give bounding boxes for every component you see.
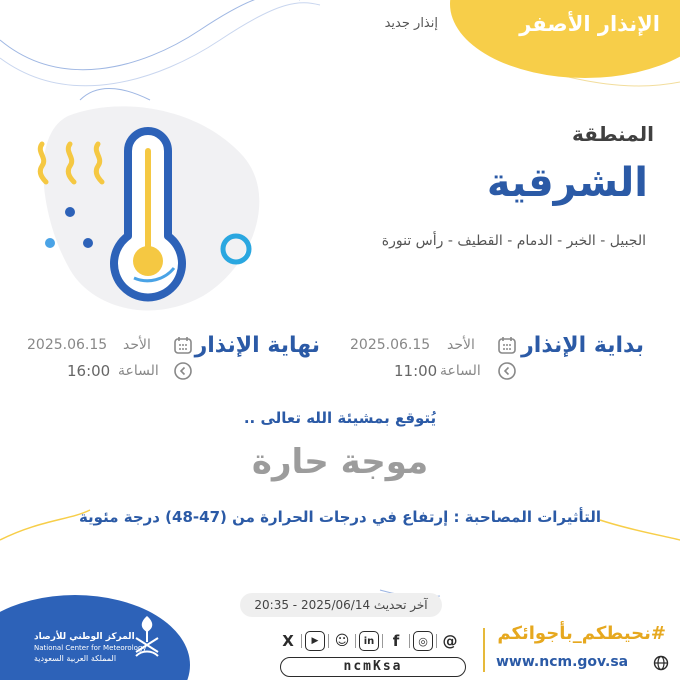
end-time: 16:00	[67, 362, 111, 380]
divider	[436, 634, 437, 648]
social-handle[interactable]: ncmKsa	[280, 657, 466, 677]
start-period-title: بداية الإنذار	[521, 333, 644, 358]
org-name-english: National Center for Meteorology	[34, 644, 147, 652]
facebook-icon[interactable]: f	[392, 632, 400, 650]
org-name-arabic: المركز الوطني للأرصاد	[34, 632, 135, 642]
dot-decoration	[83, 238, 93, 248]
campaign-hashtag: #نحيطكم_بأجوائكم	[497, 623, 666, 644]
start-time-label: الساعة	[440, 363, 481, 379]
start-time: 11:00	[394, 362, 438, 380]
thermometer-icon	[114, 131, 182, 297]
ncm-emblem-logo	[130, 612, 164, 660]
divider	[382, 634, 383, 648]
globe-icon	[653, 655, 669, 671]
divider	[328, 634, 329, 648]
calendar-icon	[497, 335, 517, 355]
last-update-badge: آخر تحديث 2025/06/14 - 20:35	[240, 593, 442, 617]
instagram-icon[interactable]: ◎	[413, 631, 433, 651]
x-icon[interactable]: X	[282, 632, 294, 650]
end-time-label: الساعة	[118, 363, 159, 379]
region-cities: الجبيل - الخبر - الدمام - القطيف - رأس تنورة	[381, 233, 646, 249]
region-label: المنطقة	[572, 122, 654, 146]
youtube-icon[interactable]: ▶	[305, 631, 325, 651]
forecast-intro: يُتوقع بمشيئة الله تعالى ..	[243, 409, 437, 427]
new-warning-label: إنذار جديد	[384, 16, 438, 31]
linkedin-icon[interactable]: in	[359, 631, 379, 651]
phenomenon-title: موجة حارة	[251, 442, 429, 482]
threads-icon[interactable]: @	[442, 632, 458, 650]
impacts-text: التأثيرات المصاحبة : إرتفاع في درجات الحرارة من (47-48) درجة مئوية	[78, 508, 602, 526]
website-link[interactable]: www.ncm.gov.sa	[496, 654, 629, 670]
thermometer-illustration	[28, 96, 278, 316]
snapchat-icon[interactable]: ☺	[334, 633, 350, 649]
region-name: الشرقية	[486, 160, 648, 206]
clock-icon	[497, 361, 517, 381]
org-country: المملكة العربية السعودية	[34, 654, 117, 663]
dot-decoration	[45, 238, 55, 248]
start-day: الأحد	[447, 337, 475, 353]
start-date: 2025.06.15	[350, 337, 431, 353]
calendar-icon	[173, 335, 193, 355]
end-day: الأحد	[123, 337, 151, 353]
end-date: 2025.06.15	[27, 337, 108, 353]
footer-divider	[483, 628, 485, 672]
warning-level-title: الإنذار الأصفر	[519, 12, 660, 36]
end-period-title: نهاية الإنذار	[194, 333, 320, 358]
clock-icon	[173, 361, 193, 381]
social-icons-row	[278, 631, 460, 651]
divider	[355, 634, 356, 648]
dot-decoration	[65, 207, 75, 217]
divider	[409, 634, 410, 648]
divider	[301, 634, 302, 648]
